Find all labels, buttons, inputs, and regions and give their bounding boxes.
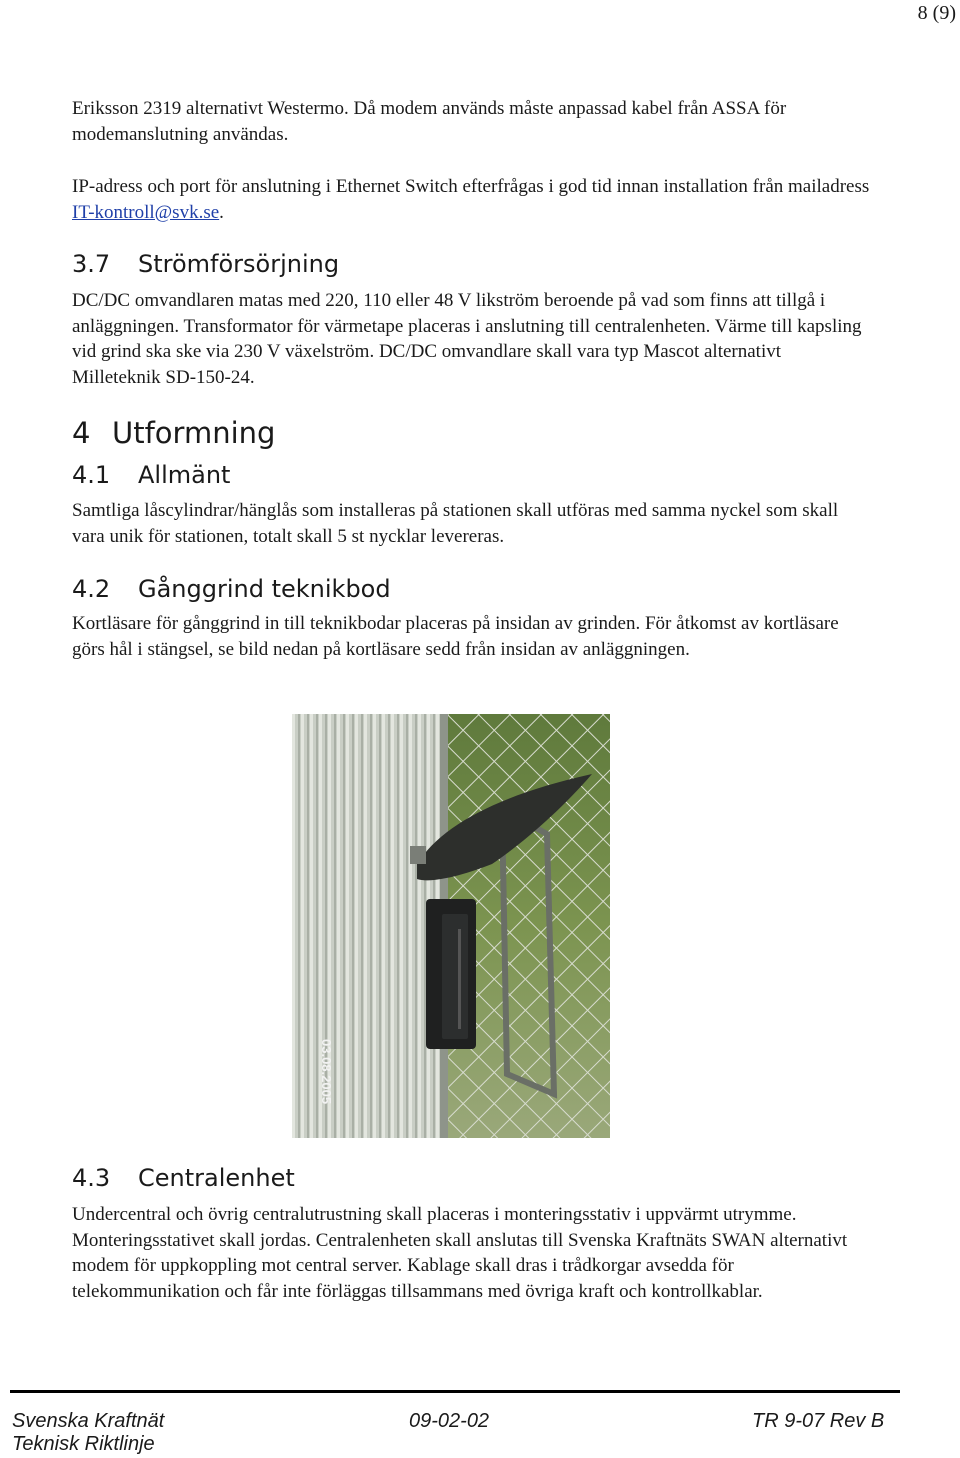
- footer-doc-id: TR 9-07 Rev B: [752, 1410, 885, 1432]
- section-4-1-text: Samtliga låscylindrar/hänglås som installeras på stationen skall utföras med samma nyckel som skall vara unik för stationen, totalt skall 5 st nycklar levereras.: [72, 500, 839, 547]
- section-4-1-heading: [72, 461, 230, 489]
- intro-paragraph-2-text: IP-adress och port för anslutning i Ethernet Switch efterfrågas i god tid innan installation från mailadress: [72, 176, 870, 197]
- card-reader-photo-drawing: [292, 714, 610, 1138]
- card-reader-photo: [292, 714, 610, 1138]
- section-3-7-title: Strömförsörjning: [138, 250, 340, 278]
- section-4-3-text: Undercentral och övrig centralutrustning skall placeras i monteringsstativ i uppvärmt utrymme. Monteringsstativet skall jordas. Centralenheten skall anslutas till Svenska Kraftnäts SWAN alternativt modem för uppkoppling mot central server. Kablage skall dras i trådkorgar avsedda för telekommunikation och får inte förläggas tillsammans med övriga kraft och kontrollkablar.: [72, 1204, 848, 1302]
- section-4-heading: [72, 416, 275, 450]
- page-number: 8 (9): [917, 2, 956, 24]
- section-4-number: 4: [72, 416, 91, 450]
- photo-date-stamp: 03.08.2005: [319, 1039, 334, 1105]
- section-4-2-heading: [72, 575, 391, 603]
- section-4-3-number: 4.3: [72, 1164, 111, 1192]
- section-4-1-number: 4.1: [72, 461, 111, 489]
- footer-left: [12, 1410, 164, 1456]
- section-3-7-text: DC/DC omvandlaren matas med 220, 110 eller 48 V likström beroende på vad som finns att tillgå i anläggningen. Transformator för värmetape placeras i anslutning till centralenheten. Värme till kapsling vid grind ska ske via 230 V växelström. DC/DC omvandlare skall vara typ Mascot alternativt Milleteknik SD-150-24.: [72, 290, 862, 388]
- email-link[interactable]: IT-kontroll@svk.se: [72, 201, 220, 223]
- section-3-7-heading: [72, 250, 339, 278]
- footer-doc-type: Teknisk Riktlinje: [12, 1433, 155, 1455]
- section-4-2-text: Kortläsare för gånggrind in till teknikbodar placeras på insidan av grinden. För åtkomst av kortläsare görs hål i stängsel, se bild nedan på kortläsare sedd från insidan av anläggningen.: [72, 613, 839, 660]
- section-4-title: Utformning: [112, 416, 276, 450]
- intro-paragraph-2: [72, 174, 872, 225]
- section-4-2-title: Gånggrind teknikbod: [138, 575, 391, 603]
- footer-divider: [10, 1390, 900, 1393]
- section-4-1-title: Allmänt: [138, 461, 231, 489]
- section-3-7-number: 3.7: [72, 250, 111, 278]
- intro-paragraph-2-end: .: [219, 201, 224, 223]
- intro-paragraph-1: Eriksson 2319 alternativt Westermo. Då modem används måste anpassad kabel från ASSA för modemanslutning användas.: [72, 98, 787, 145]
- footer-org: Svenska Kraftnät: [12, 1410, 165, 1432]
- footer-date: 09-02-02: [409, 1410, 490, 1432]
- section-4-3-heading: [72, 1164, 295, 1192]
- section-4-3-title: Centralenhet: [138, 1164, 295, 1192]
- section-4-2-number: 4.2: [72, 575, 111, 603]
